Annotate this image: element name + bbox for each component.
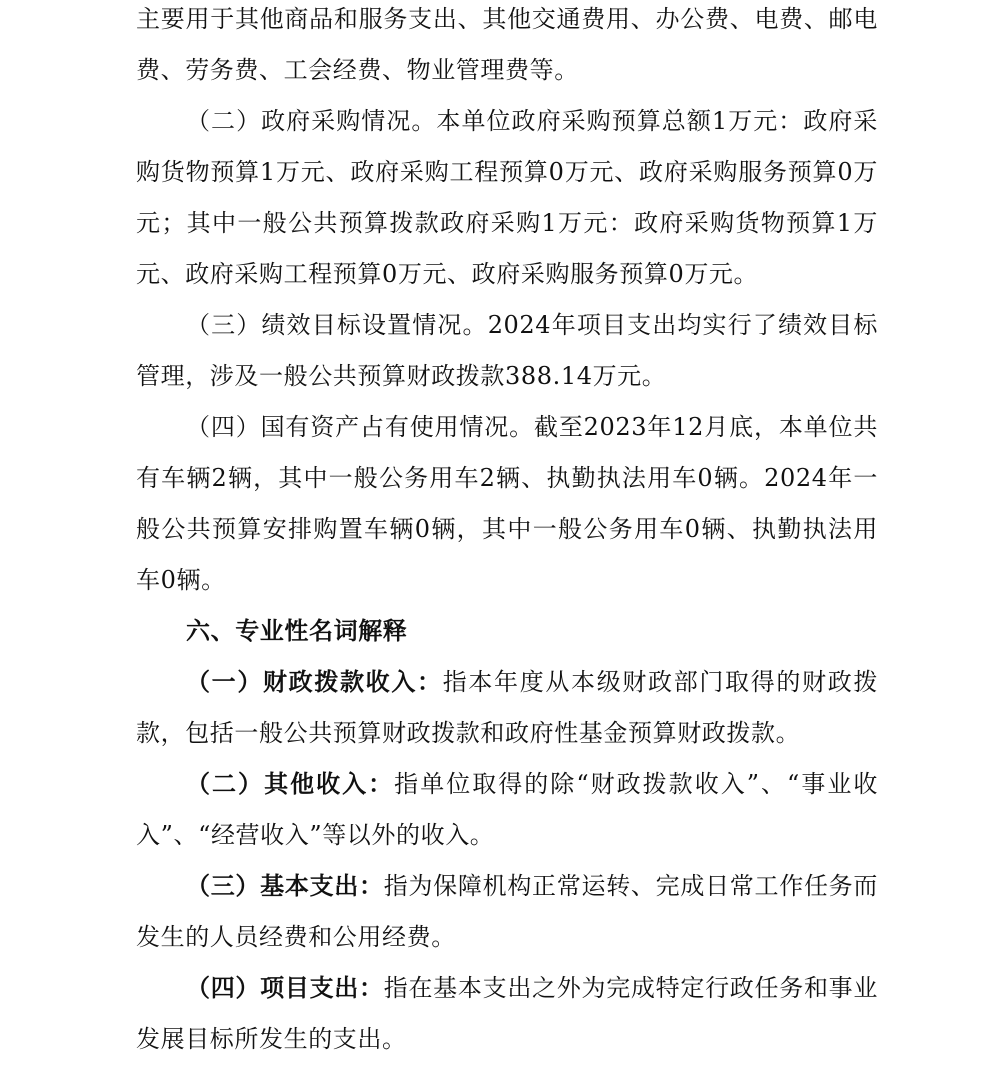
paragraph-state-assets-text: 截至2023年12月底，本单位共有车辆2辆，其中一般公务用车2辆、执勤执法用车0辆。2024年一般公共预算安排购置车辆0辆，其中一般公务用车0辆、执勤执法用车0辆。 (136, 413, 878, 594)
document-body (136, 0, 878, 1065)
paragraph-term-basic-expenditure-text: 指为保障机构正常运转、完成日常工作任务而发生的人员经费和公用经费。 (136, 872, 878, 951)
paragraph-term-fiscal-appropriation-text: 指本年度从本级财政部门取得的财政拨款，包括一般公共预算财政拨款和政府性基金预算财政拨款。 (136, 668, 879, 747)
paragraph-term-project-expenditure-text: 指在基本支出之外为完成特定行政任务和事业发展目标所发生的支出。 (136, 974, 878, 1053)
paragraph-term-basic-expenditure (136, 861, 878, 963)
paragraph-term-other-income-lead: （二）其他收入： (186, 770, 395, 798)
paragraph-performance-targets (136, 300, 878, 402)
paragraph-term-fiscal-appropriation-lead: （一）财政拨款收入： (186, 668, 443, 696)
paragraph-performance-targets-lead: （三）绩效目标设置情况。 (186, 311, 488, 339)
paragraph-government-procurement (136, 96, 878, 300)
section-heading-terminology: 六、专业性名词解释 (186, 617, 408, 645)
paragraph-term-other-income-text: 指单位取得的除“财政拨款收入”、“事业收入”、“经营收入”等以外的收入。 (136, 770, 878, 849)
paragraph-government-procurement-text: 本单位政府采购预算总额1万元：政府采购货物预算1万元、政府采购工程预算0万元、政府采购服务预算0万元；其中一般公共预算拨款政府采购1万元：政府采购货物预算1万元、政府采购工程预算0万元、政府采购服务预算0万元。 (136, 107, 878, 288)
paragraph-performance-targets-text: 2024年项目支出均实行了绩效目标管理，涉及一般公共预算财政拨款388.14万元。 (136, 311, 878, 390)
paragraph-term-project-expenditure-lead: （四）项目支出： (186, 974, 384, 1002)
paragraph-state-assets (136, 402, 878, 606)
paragraph-term-project-expenditure (136, 963, 878, 1065)
paragraph-continuation (136, 0, 878, 96)
paragraph-continuation-text: 主要用于其他商品和服务支出、其他交通费用、办公费、电费、邮电费、劳务费、工会经费、物业管理费等。 (136, 5, 878, 84)
paragraph-state-assets-lead: （四）国有资产占有使用情况。 (186, 413, 534, 441)
paragraph-term-other-income (136, 759, 878, 861)
paragraph-term-fiscal-appropriation (136, 657, 878, 759)
paragraph-government-procurement-lead: （二）政府采购情况。 (186, 107, 437, 135)
paragraph-term-basic-expenditure-lead: （三）基本支出： (186, 872, 384, 900)
